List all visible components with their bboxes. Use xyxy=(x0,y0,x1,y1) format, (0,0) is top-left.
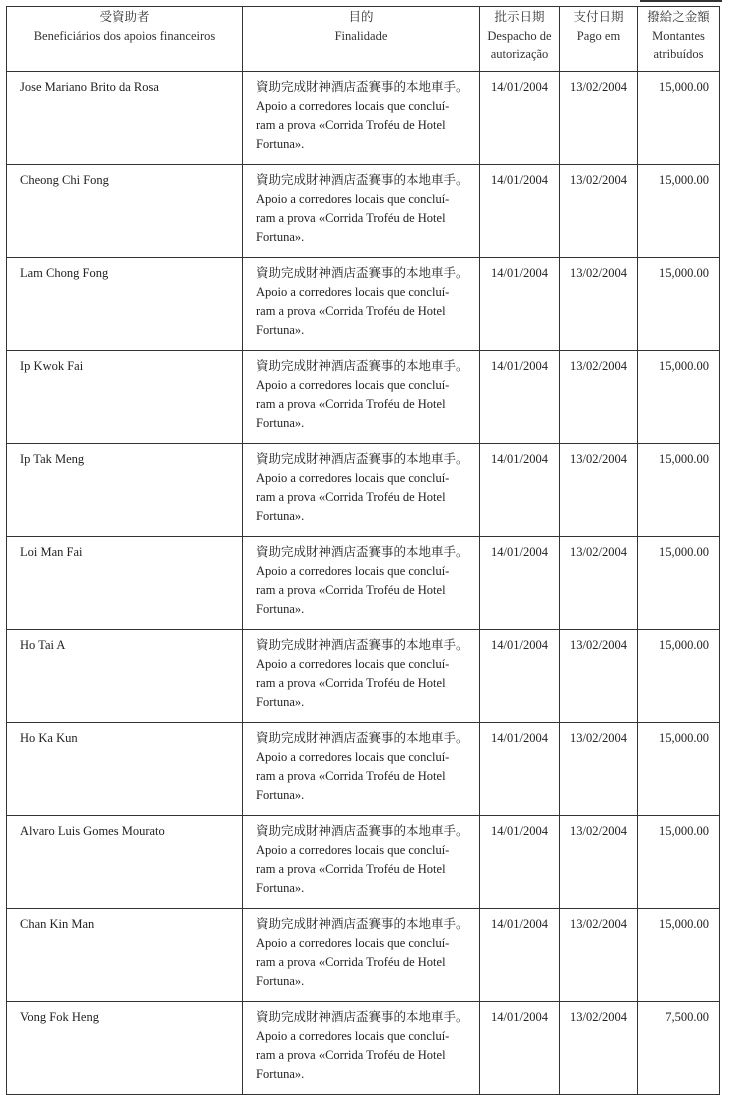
purpose-line: Apoio a corredores locais que concluí- xyxy=(256,1029,450,1043)
header-paid-zh: 支付日期 xyxy=(573,10,624,24)
purpose-line: 資助完成財神酒店盃賽事的本地車手。 xyxy=(256,545,469,559)
table-row xyxy=(7,351,720,444)
amount-cell: 15,000.00 xyxy=(638,258,720,351)
purpose-line: 資助完成財神酒店盃賽事的本地車手。 xyxy=(256,80,469,94)
header-authorization xyxy=(480,7,560,72)
purpose-line: Fortuna». xyxy=(256,1067,305,1081)
purpose-line: Apoio a corredores locais que concluí- xyxy=(256,750,450,764)
header-amount-pt2: atribuídos xyxy=(653,47,704,61)
purpose-line: Apoio a corredores locais que concluí- xyxy=(256,378,450,392)
beneficiary-name: Cheong Chi Fong xyxy=(7,165,243,258)
purpose-line: Fortuna». xyxy=(256,695,305,709)
header-amount-pt1: Montantes xyxy=(652,28,705,43)
purpose-line: Fortuna». xyxy=(256,881,305,895)
table-row xyxy=(7,1002,720,1095)
purpose-cell xyxy=(243,1002,480,1095)
table-row xyxy=(7,630,720,723)
purpose-line: 資助完成財神酒店盃賽事的本地車手。 xyxy=(256,266,469,280)
purpose-line: 資助完成財神酒店盃賽事的本地車手。 xyxy=(256,359,469,373)
amount-cell: 15,000.00 xyxy=(638,72,720,165)
purpose-line: Apoio a corredores locais que concluí- xyxy=(256,657,450,671)
table-body xyxy=(7,72,720,1095)
authorization-date: 14/01/2004 xyxy=(480,1002,560,1095)
payment-date: 13/02/2004 xyxy=(560,909,638,1002)
table-row xyxy=(7,258,720,351)
payment-date: 13/02/2004 xyxy=(560,165,638,258)
purpose-line: Fortuna». xyxy=(256,230,305,244)
header-authorization-zh: 批示日期 xyxy=(494,10,545,24)
authorization-date: 14/01/2004 xyxy=(480,351,560,444)
table-row xyxy=(7,537,720,630)
payment-date: 13/02/2004 xyxy=(560,537,638,630)
payment-date: 13/02/2004 xyxy=(560,72,638,165)
purpose-cell xyxy=(243,444,480,537)
table-row xyxy=(7,165,720,258)
purpose-line: Apoio a corredores locais que concluí- xyxy=(256,99,450,113)
purpose-line: Fortuna». xyxy=(256,788,305,802)
purpose-line: ram a prova «Corrida Troféu de Hotel xyxy=(256,1048,446,1062)
purpose-line: Fortuna». xyxy=(256,323,305,337)
authorization-date: 14/01/2004 xyxy=(480,72,560,165)
purpose-line: 資助完成財神酒店盃賽事的本地車手。 xyxy=(256,917,469,931)
amount-cell: 15,000.00 xyxy=(638,816,720,909)
amount-cell: 15,000.00 xyxy=(638,537,720,630)
beneficiary-name: Chan Kin Man xyxy=(7,909,243,1002)
table-row xyxy=(7,444,720,537)
purpose-line: ram a prova «Corrida Troféu de Hotel xyxy=(256,211,446,225)
amount-cell: 15,000.00 xyxy=(638,165,720,258)
purpose-line: ram a prova «Corrida Troféu de Hotel xyxy=(256,769,446,783)
amount-cell: 7,500.00 xyxy=(638,1002,720,1095)
header-paid xyxy=(560,7,638,72)
purpose-line: ram a prova «Corrida Troféu de Hotel xyxy=(256,490,446,504)
purpose-line: Fortuna». xyxy=(256,137,305,151)
purpose-line: Fortuna». xyxy=(256,974,305,988)
purpose-line: ram a prova «Corrida Troféu de Hotel xyxy=(256,304,446,318)
beneficiary-name: Vong Fok Heng xyxy=(7,1002,243,1095)
grants-table xyxy=(6,6,720,1095)
purpose-line: ram a prova «Corrida Troféu de Hotel xyxy=(256,955,446,969)
beneficiary-name: Ho Tai A xyxy=(7,630,243,723)
purpose-cell xyxy=(243,630,480,723)
purpose-cell xyxy=(243,258,480,351)
purpose-cell xyxy=(243,351,480,444)
authorization-date: 14/01/2004 xyxy=(480,258,560,351)
purpose-cell xyxy=(243,909,480,1002)
authorization-date: 14/01/2004 xyxy=(480,537,560,630)
authorization-date: 14/01/2004 xyxy=(480,909,560,1002)
header-purpose xyxy=(243,7,480,72)
amount-cell: 15,000.00 xyxy=(638,351,720,444)
purpose-line: Apoio a corredores locais que concluí- xyxy=(256,936,450,950)
purpose-line: ram a prova «Corrida Troféu de Hotel xyxy=(256,862,446,876)
purpose-line: ram a prova «Corrida Troféu de Hotel xyxy=(256,676,446,690)
authorization-date: 14/01/2004 xyxy=(480,630,560,723)
purpose-line: 資助完成財神酒店盃賽事的本地車手。 xyxy=(256,452,469,466)
purpose-cell xyxy=(243,537,480,630)
purpose-line: Fortuna». xyxy=(256,509,305,523)
header-beneficiary-zh: 受資助者 xyxy=(99,10,150,24)
purpose-cell xyxy=(243,72,480,165)
beneficiary-name: Lam Chong Fong xyxy=(7,258,243,351)
table-row xyxy=(7,723,720,816)
authorization-date: 14/01/2004 xyxy=(480,723,560,816)
authorization-date: 14/01/2004 xyxy=(480,816,560,909)
payment-date: 13/02/2004 xyxy=(560,258,638,351)
payment-date: 13/02/2004 xyxy=(560,630,638,723)
header-paid-pt: Pago em xyxy=(576,28,621,43)
beneficiary-name: Ip Tak Meng xyxy=(7,444,243,537)
beneficiary-name: Alvaro Luis Gomes Mourato xyxy=(7,816,243,909)
amount-cell: 15,000.00 xyxy=(638,444,720,537)
purpose-line: ram a prova «Corrida Troféu de Hotel xyxy=(256,583,446,597)
purpose-line: 資助完成財神酒店盃賽事的本地車手。 xyxy=(256,638,469,652)
purpose-line: 資助完成財神酒店盃賽事的本地車手。 xyxy=(256,1010,469,1024)
purpose-cell xyxy=(243,816,480,909)
payment-date: 13/02/2004 xyxy=(560,723,638,816)
authorization-date: 14/01/2004 xyxy=(480,165,560,258)
purpose-cell xyxy=(243,165,480,258)
amount-cell: 15,000.00 xyxy=(638,723,720,816)
purpose-line: ram a prova «Corrida Troféu de Hotel xyxy=(256,118,446,132)
purpose-line: Apoio a corredores locais que concluí- xyxy=(256,564,450,578)
purpose-cell xyxy=(243,723,480,816)
header-purpose-pt: Finalidade xyxy=(334,28,388,43)
purpose-line: 資助完成財神酒店盃賽事的本地車手。 xyxy=(256,731,469,745)
header-beneficiary-pt: Beneficiários dos apoios financeiros xyxy=(33,28,216,43)
header-authorization-pt1: Despacho de xyxy=(487,28,552,43)
header-purpose-zh: 目的 xyxy=(348,10,374,24)
purpose-line: Fortuna». xyxy=(256,416,305,430)
table-header xyxy=(7,7,720,72)
header-amount xyxy=(638,7,720,72)
beneficiary-name: Ip Kwok Fai xyxy=(7,351,243,444)
payment-date: 13/02/2004 xyxy=(560,351,638,444)
purpose-line: Apoio a corredores locais que concluí- xyxy=(256,192,450,206)
table-row xyxy=(7,72,720,165)
payment-date: 13/02/2004 xyxy=(560,1002,638,1095)
header-row xyxy=(7,7,720,72)
payment-date: 13/02/2004 xyxy=(560,816,638,909)
header-authorization-pt2: autorização xyxy=(490,47,549,61)
authorization-date: 14/01/2004 xyxy=(480,444,560,537)
beneficiary-name: Ho Ka Kun xyxy=(7,723,243,816)
beneficiary-name: Jose Mariano Brito da Rosa xyxy=(7,72,243,165)
purpose-line: Apoio a corredores locais que concluí- xyxy=(256,843,450,857)
amount-cell: 15,000.00 xyxy=(638,909,720,1002)
table-row xyxy=(7,909,720,1002)
purpose-line: Fortuna». xyxy=(256,602,305,616)
beneficiary-name: Loi Man Fai xyxy=(7,537,243,630)
header-beneficiary xyxy=(7,7,243,72)
purpose-line: 資助完成財神酒店盃賽事的本地車手。 xyxy=(256,824,469,838)
purpose-line: 資助完成財神酒店盃賽事的本地車手。 xyxy=(256,173,469,187)
purpose-line: Apoio a corredores locais que concluí- xyxy=(256,471,450,485)
purpose-line: Apoio a corredores locais que concluí- xyxy=(256,285,450,299)
payment-date: 13/02/2004 xyxy=(560,444,638,537)
amount-cell: 15,000.00 xyxy=(638,630,720,723)
table-row xyxy=(7,816,720,909)
header-amount-zh: 撥給之金額 xyxy=(647,10,710,24)
purpose-line: ram a prova «Corrida Troféu de Hotel xyxy=(256,397,446,411)
